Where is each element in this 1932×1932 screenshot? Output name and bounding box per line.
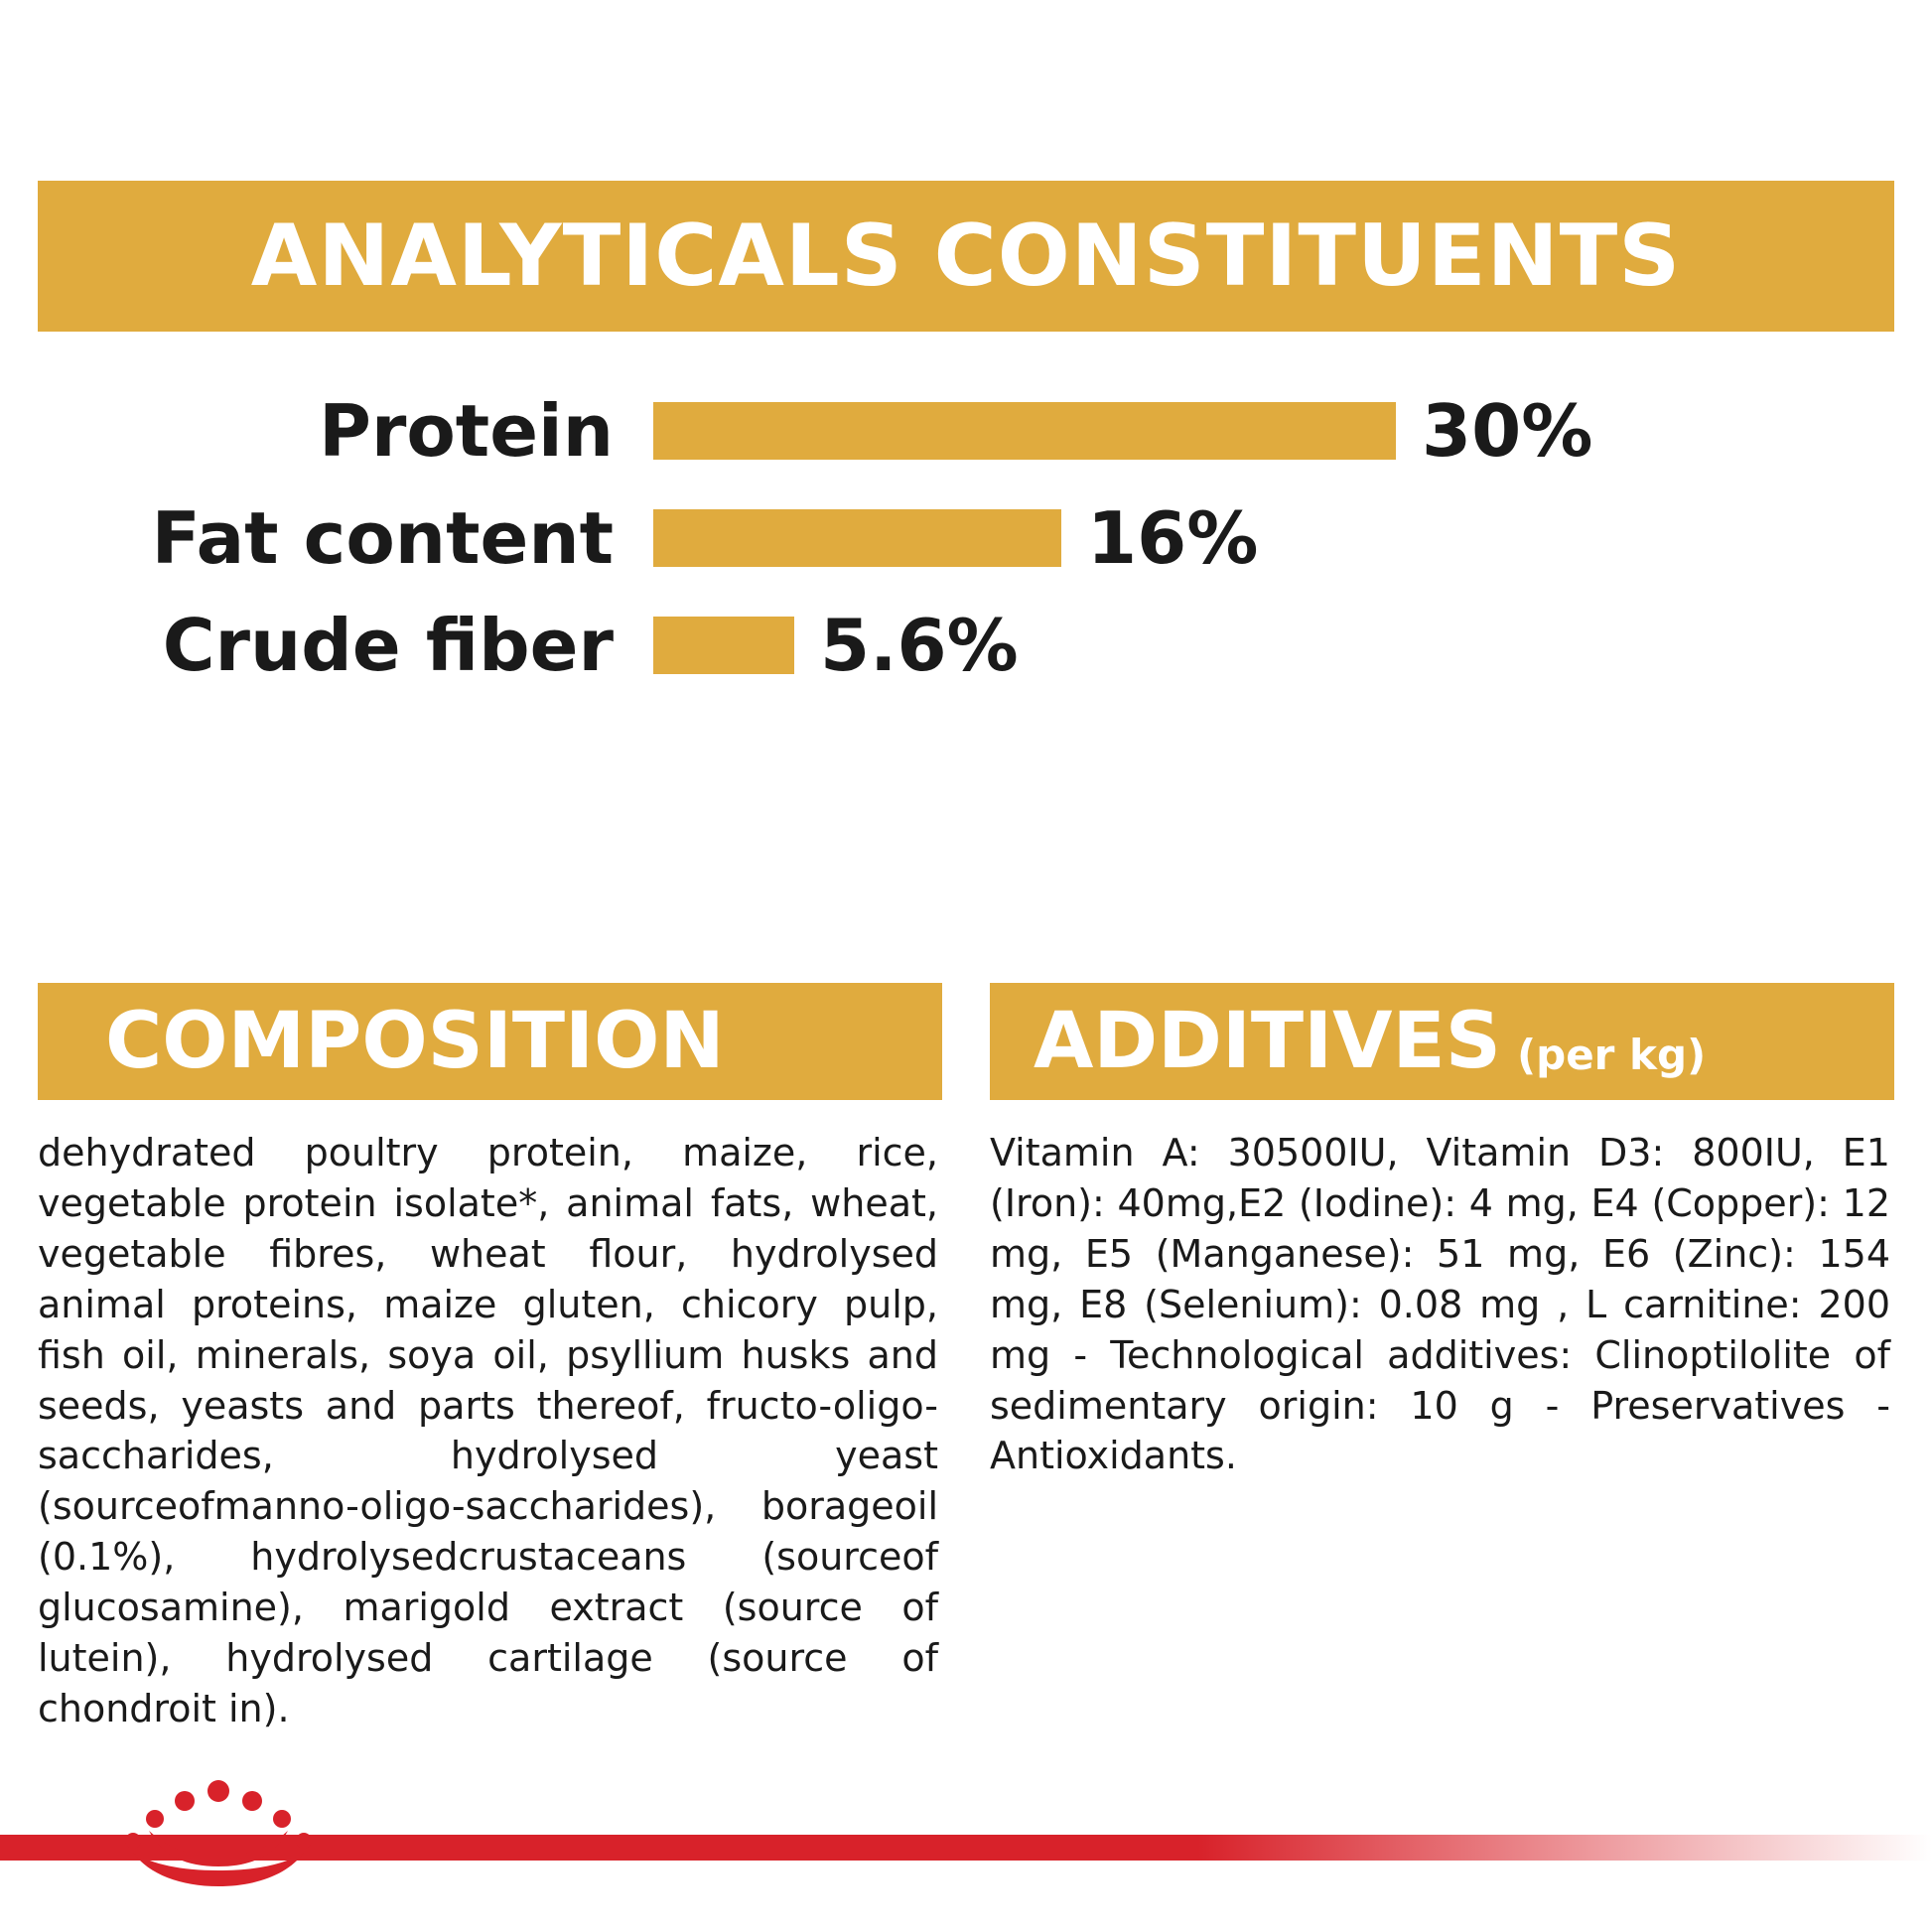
analyticals-title: ANALYTICALS CONSTITUENTS	[250, 207, 1682, 306]
analyticals-header-band	[38, 181, 1894, 332]
constituent-label: Crude fiber	[162, 604, 614, 687]
additives-body-text: Vitamin A: 30500IU, Vitamin D3: 800IU, E1 (Iron): 40mg,E2 (Iodine): 4 mg, E4 (Copper): 12 mg, E5 (Manganese): 51 mg, E6 (Zinc): 154 mg, E8 (Selenium): 0.08 mg , L carnitine: 200 mg - Technological additives: Clinoptilolite of sedimentary origin: 10 g - Preservatives - Antioxidants.	[990, 1131, 1890, 1478]
constituent-bar	[653, 617, 794, 674]
composition-body-text: dehydrated poultry protein, maize, rice, vegetable protein isolate*, animal fats, wheat, vegetable fibres, wheat flour, hydrolysed animal proteins, maize gluten, chicory pulp, fish oil, minerals, soya oil, psyllium husks and seeds, yeasts and parts thereof, fructo-oligo-saccharides, hydrolysed yeast (sourceofmanno-oligo-saccharides), borageoil (0.1%), hydrolysedcrustaceans (sourceof glucosamine), marigold extract (source of lutein), hydrolysed cartilage (source of chondroit in).	[38, 1131, 938, 1730]
constituent-row	[38, 377, 1894, 484]
constituent-bar	[653, 402, 1396, 460]
details-columns	[38, 983, 1894, 1734]
constituent-value: 16%	[1087, 496, 1259, 580]
constituent-label: Fat content	[151, 496, 614, 580]
constituent-value: 30%	[1422, 389, 1593, 473]
constituent-row	[38, 592, 1894, 699]
constituent-value: 5.6%	[820, 604, 1019, 687]
royal-crown-icon	[119, 1779, 318, 1890]
composition-title: COMPOSITION	[105, 997, 725, 1086]
additives-section	[990, 983, 1894, 1734]
additives-subtitle: (per kg)	[1516, 1031, 1707, 1079]
additives-header-band	[990, 983, 1894, 1100]
additives-title: ADDITIVES	[1034, 997, 1501, 1086]
constituent-row	[38, 484, 1894, 592]
composition-header-band	[38, 983, 942, 1100]
composition-section	[38, 983, 942, 1734]
analyticals-constituents-chart	[38, 377, 1894, 699]
constituent-label: Protein	[319, 389, 614, 473]
constituent-bar	[653, 509, 1061, 567]
